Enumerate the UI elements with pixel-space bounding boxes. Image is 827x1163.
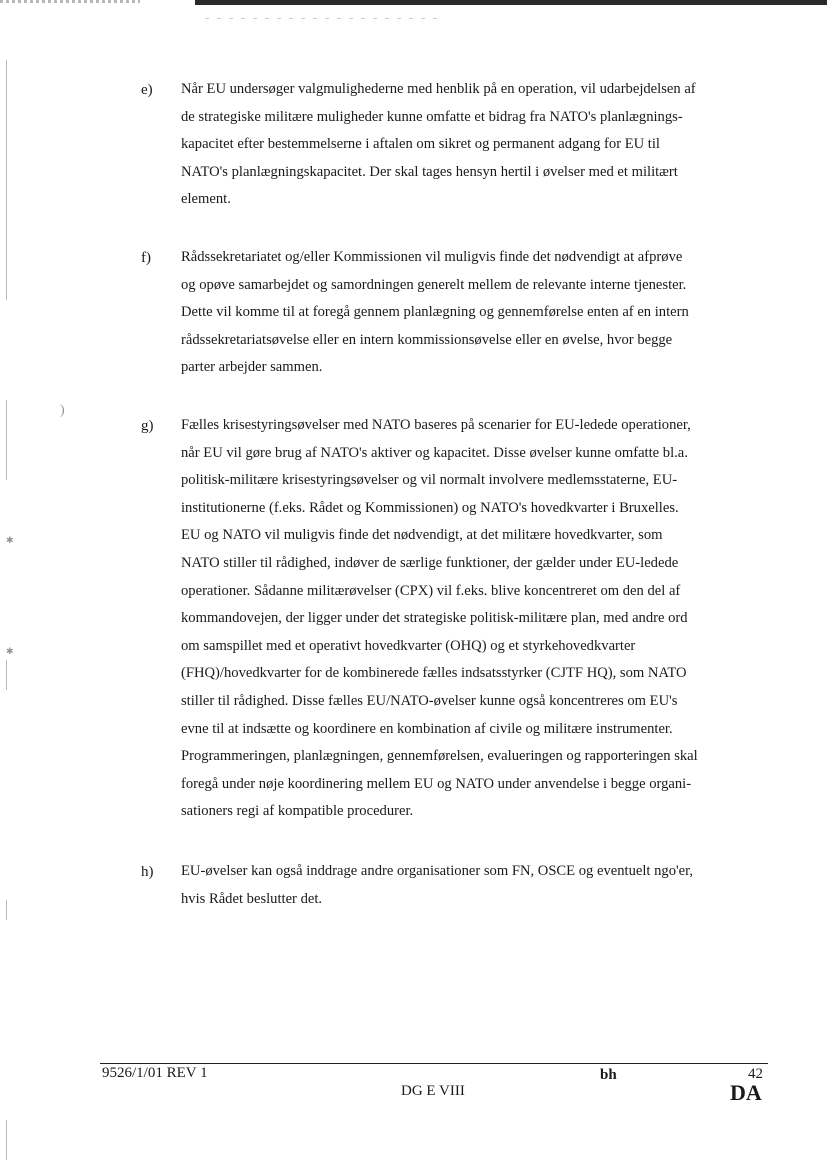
scan-speck: ✱	[6, 535, 14, 545]
text-line: element.	[181, 191, 231, 208]
scan-speck: )	[60, 403, 65, 418]
text-line: rådssekretariatsøvelse eller en intern kommissionsøvelse eller en øvelse, hvor begge	[181, 331, 673, 348]
text-line: de strategiske militære muligheder kunne omfatte et bidrag fra NATO's planlægnings-	[181, 108, 683, 125]
text-line: EU-øvelser kan også inddrage andre organisationer som FN, OSCE og eventuelt ngo'er,	[181, 863, 694, 879]
author-initials: bh	[600, 1067, 617, 1083]
scan-left-edge	[6, 660, 7, 690]
paragraph-letter: e)	[141, 82, 153, 98]
paragraph-text	[181, 858, 773, 913]
text-line: om samspillet med et operativt hovedkvarter (OHQ) og et styrkehovedkvarter	[181, 637, 636, 654]
text-line: Når EU undersøger valgmulighederne med henblik på en operation, vil udarbejdelsen af	[181, 81, 696, 97]
text-line: kommandovejen, der ligger under det strategiske politisk-militære plan, med andre ord	[181, 610, 688, 627]
paragraph-text	[181, 412, 773, 826]
paragraph-letter: f)	[141, 250, 151, 266]
text-line: når EU vil gøre brug af NATO's aktiver og kapacitet. Disse øvelser kunne omfatte bl.a.	[181, 444, 688, 461]
text-line: politisk-militære krisestyringsøvelser og vil normalt involvere medlemsstaterne, EU-	[181, 472, 678, 489]
text-line: Rådssekretariatet og/eller Kommissionen vil muligvis finde det nødvendigt at afprøve	[181, 249, 683, 265]
text-line: operationer. Sådanne militærøvelser (CPX) vil f.eks. blive koncentreret om den del af	[181, 582, 681, 599]
scan-top-border	[195, 0, 827, 5]
scan-top-left-noise	[0, 0, 140, 3]
language-code: DA	[730, 1080, 762, 1105]
text-line: og opøve samarbejdet og samordningen generelt mellem de relevante interne tjenester.	[181, 276, 687, 293]
scan-left-edge	[6, 900, 7, 920]
text-line: foregå under nøje koordinering mellem EU og NATO under anvendelse i begge organi-	[181, 775, 692, 792]
scan-speck: ✱	[6, 646, 14, 656]
text-line: NATO's planlægningskapacitet. Der skal tages hensyn hertil i øvelser med et militært	[181, 163, 678, 180]
text-line: (FHQ)/hovedkvarter for de kombinerede fælles indsatsstyrker (CJTF HQ), som NATO	[181, 665, 687, 682]
scan-left-edge	[6, 1120, 7, 1160]
text-line: parter arbejder sammen.	[181, 359, 323, 376]
paragraph-letter: g)	[141, 418, 154, 434]
footer-rule	[100, 1063, 768, 1064]
text-line: stiller til rådighed. Disse fælles EU/NATO-øvelser kunne også koncentreres om EU's	[181, 692, 678, 709]
scan-left-edge	[6, 400, 7, 480]
text-line: evne til at indsætte og koordinere en kombination af civile og militære instrumenter.	[181, 720, 673, 737]
paragraph-text	[181, 244, 773, 382]
text-line: EU og NATO vil muligvis finde det nødvendigt, at det militære hovedkvarter, som	[181, 527, 663, 544]
text-line: Fælles krisestyringsøvelser med NATO baseres på scenarier for EU-ledede operationer,	[181, 417, 691, 433]
department-code: DG E VIII	[401, 1083, 465, 1099]
paragraph-text	[181, 76, 773, 214]
text-line: Programmeringen, planlægningen, gennemførelsen, evalueringen og rapporteringen skal	[181, 748, 698, 765]
paragraph-letter: h)	[141, 864, 154, 880]
scan-dash-artifact	[205, 18, 440, 19]
text-line: hvis Rådet beslutter det.	[181, 890, 323, 907]
text-line: sationers regi af kompatible procedurer.	[181, 803, 414, 820]
text-line: NATO stiller til rådighed, indøver de særlige funktioner, der gælder under EU-ledede	[181, 554, 679, 571]
text-line: kapacitet efter bestemmelserne i aftalen om sikret og permanent adgang for EU til	[181, 136, 660, 153]
scan-left-edge	[6, 60, 7, 300]
text-line: institutionerne (f.eks. Rådet og Kommissionen) og NATO's hovedkvarter i Bruxelles.	[181, 499, 679, 516]
document-reference: 9526/1/01 REV 1	[102, 1065, 208, 1081]
text-line: Dette vil komme til at foregå gennem planlægning og gennemførelse enten af en intern	[181, 304, 689, 321]
page-number: 42	[748, 1066, 763, 1082]
